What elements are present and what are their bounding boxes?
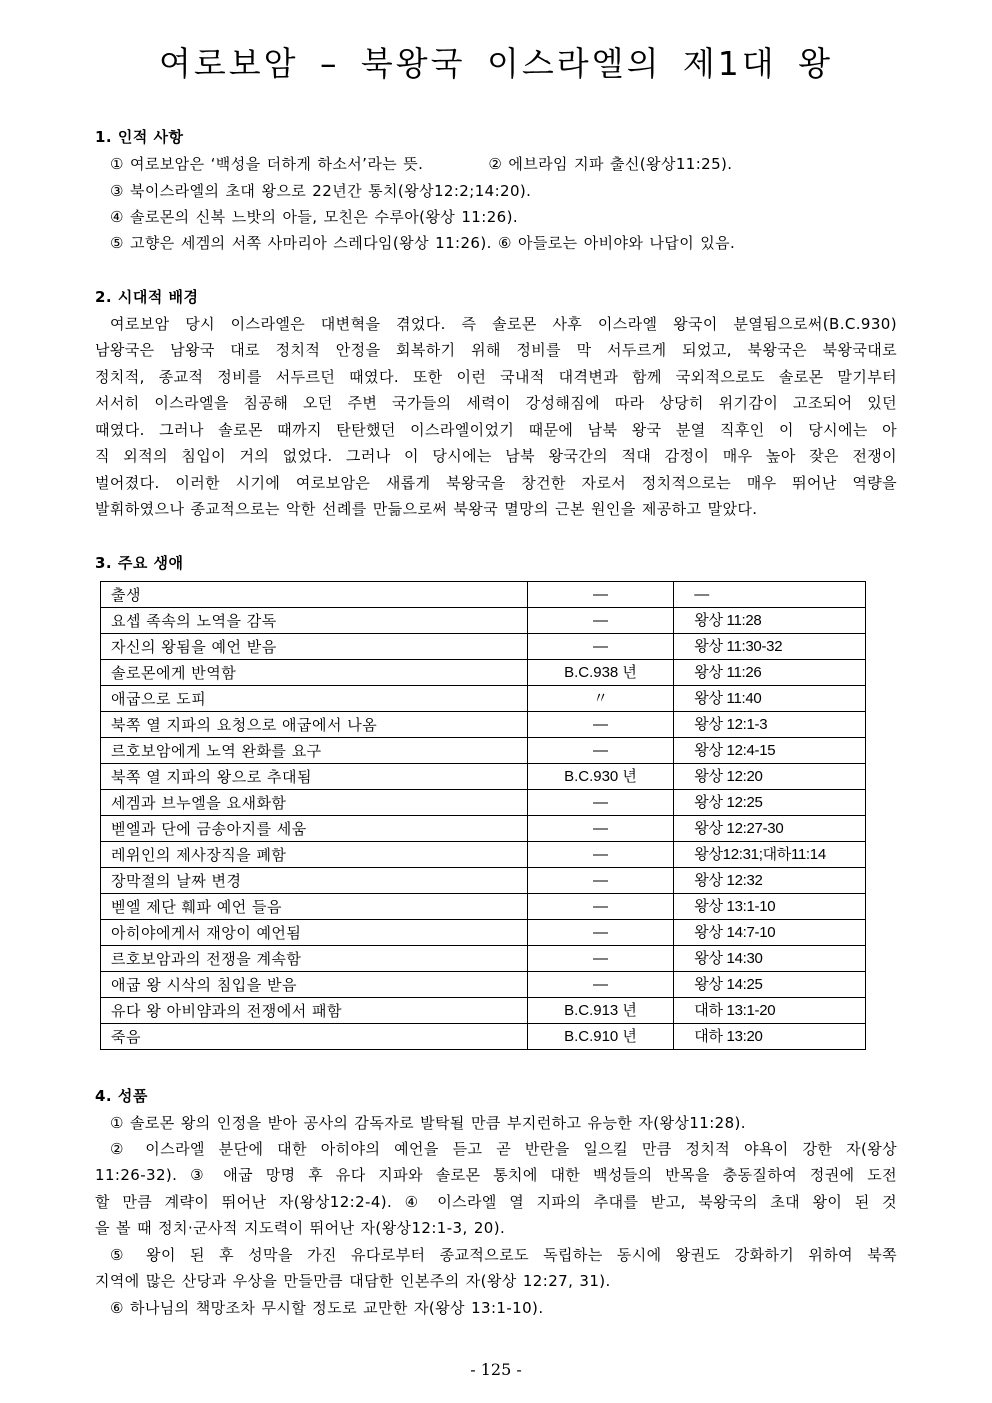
table-row [101,582,866,608]
table-row [101,634,866,660]
event-cell: 아히야에게서 재앙이 예언됨 [101,920,528,946]
date-cell: — [527,868,674,894]
section-4-line-2: ② 이스라엘 분단에 대한 아히야의 예언을 듣고 곧 반란을 일으킬 만큼 정치적 야욕이 강한 자(왕상 [110,1140,897,1158]
section-2-line-2: 남왕국은 남왕국 대로 정치적 안정을 회복하기 위해 정비를 막 서두르게 되었고, 북왕국은 북왕국대로 [95,341,897,359]
section-4-heading: 4. 성품 [95,1087,148,1105]
section-1-heading: 1. 인적 사항 [95,128,184,146]
section-1-item-2: ② 에브라임 지파 출신(왕상11:25). [488,155,733,173]
date-cell: — [527,738,674,764]
reference-cell: 왕상 13:1-10 [674,894,866,920]
table-row [101,920,866,946]
section-4-line-1: ① 솔로몬 왕의 인정을 받아 공사의 감독자로 발탁될 만큼 부지런하고 유능한 자(왕상11:28). [110,1114,746,1132]
reference-cell: 왕상 14:7-10 [674,920,866,946]
page-title: 여로보암 – 북왕국 이스라엘의 제1대 왕 [158,44,834,83]
section-2-line-6: 직 외적의 침입이 거의 없었다. 그러나 이 당시에는 남북 왕국간의 적대 감정이 매우 높아 잦은 전쟁이 [95,447,897,465]
section-1-item-1: ① 여로보암은 ‘백성을 더하게 하소서’라는 뜻. [110,155,424,173]
event-cell: 벧엘 제단 훼파 예언 들음 [101,894,528,920]
section-4-line-3: 11:26-32). ③ 애굽 망명 후 유다 지파와 솔로몬 통치에 대한 백성들의 반목을 충동질하여 정권에 도전 [95,1166,897,1184]
date-cell: B.C.910 년 [527,1024,674,1050]
section-2-line-3: 정치적, 종교적 정비를 서두르던 때였다. 또한 이런 국내적 대격변과 함께 국외적으로도 솔로몬 말기부터 [95,368,897,386]
section-4-line-8: ⑥ 하나님의 책망조차 무시할 정도로 교만한 자(왕상 13:1-10). [110,1299,544,1317]
section-3-heading: 3. 주요 생애 [95,554,184,572]
date-cell: — [527,946,674,972]
section-1-line-3: ④ 솔로몬의 신복 느밧의 아들, 모친은 수루아(왕상 11:26). [110,208,519,226]
event-cell: 세겜과 브누엘을 요새화함 [101,790,528,816]
reference-cell: 왕상 12:4-15 [674,738,866,764]
reference-cell: — [674,582,866,608]
event-cell: 북쪽 열 지파의 요청으로 애굽에서 나옴 [101,712,528,738]
table-row [101,998,866,1024]
table-row [101,790,866,816]
table-row [101,972,866,998]
section-1-line-1 [110,153,897,174]
event-cell: 르호보암과의 전쟁을 계속함 [101,946,528,972]
reference-cell: 왕상 12:20 [674,764,866,790]
event-cell: 애굽으로 도피 [101,686,528,712]
reference-cell: 왕상 12:27-30 [674,816,866,842]
date-cell: 〃 [527,686,674,712]
section-4-line-5: 을 볼 때 정치·군사적 지도력이 뛰어난 자(왕상12:1-3, 20). [95,1219,506,1237]
event-cell: 북쪽 열 지파의 왕으로 추대됨 [101,764,528,790]
date-cell: — [527,920,674,946]
date-cell: — [527,972,674,998]
event-cell: 애굽 왕 시삭의 침입을 받음 [101,972,528,998]
date-cell: — [527,790,674,816]
event-cell: 요셉 족속의 노역을 감독 [101,608,528,634]
date-cell: — [527,842,674,868]
date-cell: — [527,634,674,660]
section-1-line-2: ③ 북이스라엘의 초대 왕으로 22년간 통치(왕상12:2;14:20). [110,182,532,200]
table-row [101,712,866,738]
section-4-line-7: 지역에 많은 산당과 우상을 만들만큼 대담한 인본주의 자(왕상 12:27, 31). [95,1272,611,1290]
reference-cell: 대하 13:1-20 [674,998,866,1024]
reference-cell: 왕상 14:30 [674,946,866,972]
event-cell: 레위인의 제사장직을 폐함 [101,842,528,868]
date-cell: B.C.913 년 [527,998,674,1024]
section-4-line-4: 할 만큼 계략이 뛰어난 자(왕상12:2-4). ④ 이스라엘 열 지파의 추대를 받고, 북왕국의 초대 왕이 된 것 [95,1193,897,1211]
reference-cell: 왕상 12:32 [674,868,866,894]
reference-cell: 왕상 11:40 [674,686,866,712]
event-cell: 출생 [101,582,528,608]
page-number: - 125 - [470,1360,522,1379]
reference-cell: 왕상 12:25 [674,790,866,816]
reference-cell: 왕상12:31;대하11:14 [674,842,866,868]
section-4-line-6: ⑤ 왕이 된 후 성막을 가진 유다로부터 종교적으로도 독립하는 동시에 왕권도 강화하기 위하여 북쪽 [110,1246,897,1264]
event-cell: 르호보암에게 노역 완화를 요구 [101,738,528,764]
table-row [101,842,866,868]
table-row [101,868,866,894]
reference-cell: 왕상 11:30-32 [674,634,866,660]
reference-cell: 왕상 11:26 [674,660,866,686]
date-cell: B.C.938 년 [527,660,674,686]
section-2-line-5: 때였다. 그러나 솔로몬 때까지 탄탄했던 이스라엘이었기 때문에 남북 왕국 분열 직후인 이 당시에는 아 [95,421,897,439]
event-cell: 벧엘과 단에 금송아지를 세움 [101,816,528,842]
event-cell: 장막절의 날짜 변경 [101,868,528,894]
table-row [101,816,866,842]
table-row [101,686,866,712]
reference-cell: 왕상 12:1-3 [674,712,866,738]
event-cell: 죽음 [101,1024,528,1050]
date-cell: — [527,582,674,608]
table-row [101,738,866,764]
table-row [101,764,866,790]
table-row [101,1024,866,1050]
table-row [101,660,866,686]
life-events-table [100,581,866,1050]
event-cell: 유다 왕 아비얌과의 전쟁에서 패함 [101,998,528,1024]
section-2-heading: 2. 시대적 배경 [95,288,199,306]
date-cell: — [527,608,674,634]
event-cell: 자신의 왕됨을 예언 받음 [101,634,528,660]
table-row [101,946,866,972]
reference-cell: 왕상 11:28 [674,608,866,634]
table-row [101,608,866,634]
date-cell: — [527,894,674,920]
reference-cell: 대하 13:20 [674,1024,866,1050]
date-cell: B.C.930 년 [527,764,674,790]
table-row [101,894,866,920]
section-2-line-1: 여로보암 당시 이스라엘은 대변혁을 겪었다. 즉 솔로몬 사후 이스라엘 왕국이 분열됨으로써(B.C.930) [110,315,897,333]
date-cell: — [527,816,674,842]
section-2-line-7: 벌어졌다. 이러한 시기에 여로보암은 새롭게 북왕국을 창건한 자로서 정치적으로는 매우 뛰어난 역량을 [95,474,897,492]
reference-cell: 왕상 14:25 [674,972,866,998]
event-cell: 솔로몬에게 반역함 [101,660,528,686]
section-1-line-4: ⑤ 고향은 세겜의 서쪽 사마리아 스레다임(왕상 11:26). ⑥ 아들로는 아비야와 나답이 있음. [110,234,736,252]
section-2-line-8: 발휘하였으나 종교적으로는 악한 선례를 만듦으로써 북왕국 멸망의 근본 원인을 제공하고 말았다. [95,500,758,518]
date-cell: — [527,712,674,738]
section-2-line-4: 서서히 이스라엘을 침공해 오던 주변 국가들의 세력이 강성해짐에 따라 상당히 위기감이 고조되어 있던 [95,394,897,412]
